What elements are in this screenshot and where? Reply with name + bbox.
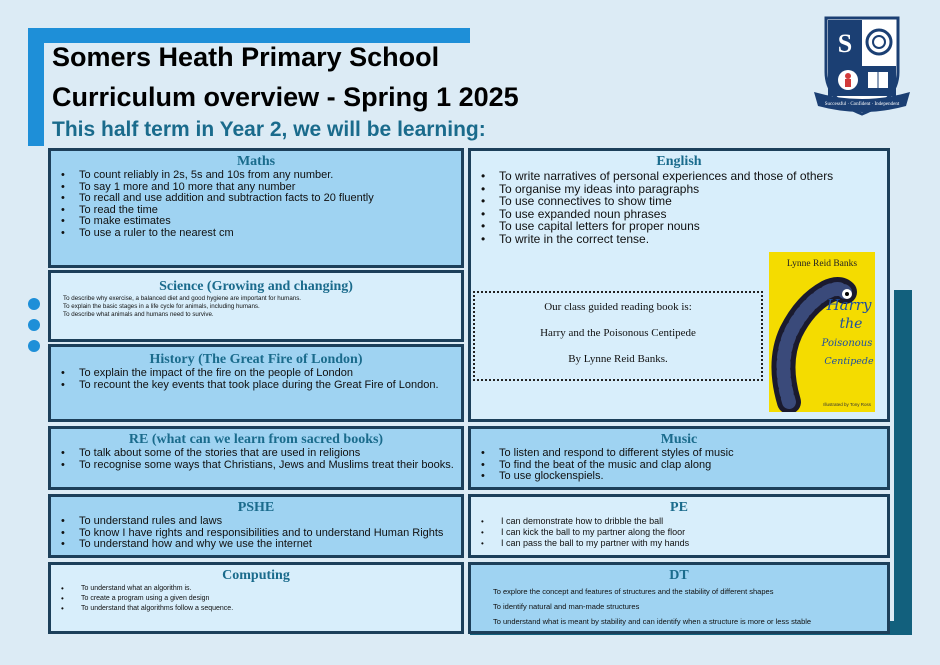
pe-title: PE	[670, 500, 688, 515]
pe-box	[468, 494, 890, 558]
book-cover-title-line: Harry	[826, 296, 872, 314]
reading-author: By Lynne Reid Banks.	[568, 353, 668, 365]
computing-box	[48, 562, 464, 634]
logo-motto: Successful · Confident · Independent	[824, 102, 900, 107]
reading-book-title: Harry and the Poisonous Centipede	[540, 327, 696, 339]
school-crest-logo	[812, 14, 912, 118]
history-list	[57, 368, 455, 391]
list-item: • To create a program using a given design	[57, 594, 455, 604]
list-item: • To understand what an algorithm is.	[57, 584, 455, 594]
list-item: • To use capital letters for proper nouns	[477, 220, 881, 233]
decorative-bar-top	[28, 28, 470, 43]
science-title: Science (Growing and changing)	[159, 279, 353, 294]
list-item: • To know I have rights and responsibilities and to understand Human Rights	[57, 528, 455, 540]
book-cover-author: Lynne Reid Banks	[786, 259, 858, 269]
list-item: • To use connectives to show time	[477, 195, 881, 208]
list-item: • To talk about some of the stories that are used in religions	[57, 448, 455, 460]
science-box	[48, 270, 464, 342]
decorative-dot	[28, 319, 40, 331]
re-box	[48, 426, 464, 490]
list-item: • To understand rules and laws	[57, 516, 455, 528]
dt-list	[477, 584, 881, 629]
decorative-square	[898, 333, 912, 347]
decorative-bar-left	[28, 28, 44, 146]
music-title: Music	[660, 432, 698, 447]
school-name: Somers Heath Primary School	[52, 42, 440, 72]
computing-list	[57, 584, 455, 614]
english-list	[477, 170, 881, 245]
english-title: English	[656, 154, 702, 169]
guided-reading-box	[473, 291, 763, 381]
book-cover-title-line: Poisonous	[821, 338, 873, 349]
list-item: • To use expanded noun phrases	[477, 208, 881, 221]
dt-title: DT	[669, 568, 689, 583]
maths-list	[57, 170, 455, 239]
maths-box	[48, 148, 464, 268]
decorative-dot	[28, 298, 40, 310]
list-item: • To organise my ideas into paragraphs	[477, 183, 881, 196]
pshe-title: PSHE	[237, 500, 275, 515]
list-item: • To say 1 more and 10 more that any number	[57, 182, 455, 194]
list-item: • I can kick the ball to my partner along the floor	[477, 527, 881, 538]
list-item: • To count reliably in 2s, 5s and 10s from any number.	[57, 170, 455, 182]
decorative-square	[898, 354, 912, 368]
list-item: • I can pass the ball to my partner with my hands	[477, 538, 881, 549]
book-cover-title-line: the	[839, 316, 863, 332]
music-list	[477, 448, 881, 483]
list-item: • I can demonstrate how to dribble the ball	[477, 516, 881, 527]
history-box	[48, 344, 464, 422]
decorative-square	[898, 312, 912, 326]
book-cover-title-line: Centipede	[824, 356, 874, 367]
list-item: • To read the time	[57, 205, 455, 217]
re-title: RE (what can we learn from sacred books)	[128, 432, 384, 447]
list-item: • To listen and respond to different styles of music	[477, 448, 881, 460]
maths-title: Maths	[236, 154, 276, 169]
list-item: • To recognise some ways that Christians, Jews and Muslims treat their books.	[57, 460, 455, 472]
list-item: To identify natural and man-made structures	[493, 602, 640, 611]
computing-title: Computing	[222, 568, 290, 583]
list-item: To understand what is meant by stability and can identify when a structure is more or less stable	[493, 617, 812, 626]
history-title: History (The Great Fire of London)	[149, 352, 363, 367]
pshe-list	[57, 516, 455, 551]
list-item: To explore the concept and features of structures and the stability of different shapes	[493, 587, 774, 596]
list-item: • To understand how and why we use the internet	[57, 539, 455, 551]
book-cover-image	[769, 252, 875, 412]
reading-intro: Our class guided reading book is:	[544, 301, 692, 313]
pe-list	[477, 516, 881, 549]
book-cover-illustrator: Illustrated by Tony Ross	[823, 402, 871, 407]
list-item: • To understand that algorithms follow a sequence.	[57, 604, 455, 614]
list-item: To describe why exercise, a balanced diet and good hygiene are important for humans.	[63, 295, 302, 302]
list-item: • To use a ruler to the nearest cm	[57, 228, 455, 240]
dt-box	[468, 562, 890, 634]
list-item: • To write narratives of personal experiences and those of others	[477, 170, 881, 183]
list-item: To describe what animals and humans need to survive.	[63, 311, 214, 318]
list-item: To explain the basic stages in a life cycle for animals, including humans.	[63, 303, 260, 310]
page-title: Curriculum overview - Spring 1 2025	[52, 82, 519, 112]
list-item: • To make estimates	[57, 216, 455, 228]
music-box	[468, 426, 890, 490]
page-subtitle: This half term in Year 2, we will be learning:	[52, 118, 486, 141]
list-item: • To find the beat of the music and clap along	[477, 460, 881, 472]
list-item: • To explain the impact of the fire on the people of London	[57, 368, 455, 380]
svg-text:S: S	[837, 29, 853, 58]
science-list	[57, 295, 455, 319]
list-item: • To recall and use addition and subtraction facts to 20 fluently	[57, 193, 455, 205]
list-item: • To use glockenspiels.	[477, 471, 881, 483]
re-list	[57, 448, 455, 471]
pshe-box	[48, 494, 464, 558]
list-item: • To write in the correct tense.	[477, 233, 881, 246]
decorative-dot	[28, 340, 40, 352]
list-item: • To recount the key events that took place during the Great Fire of London.	[57, 380, 455, 392]
